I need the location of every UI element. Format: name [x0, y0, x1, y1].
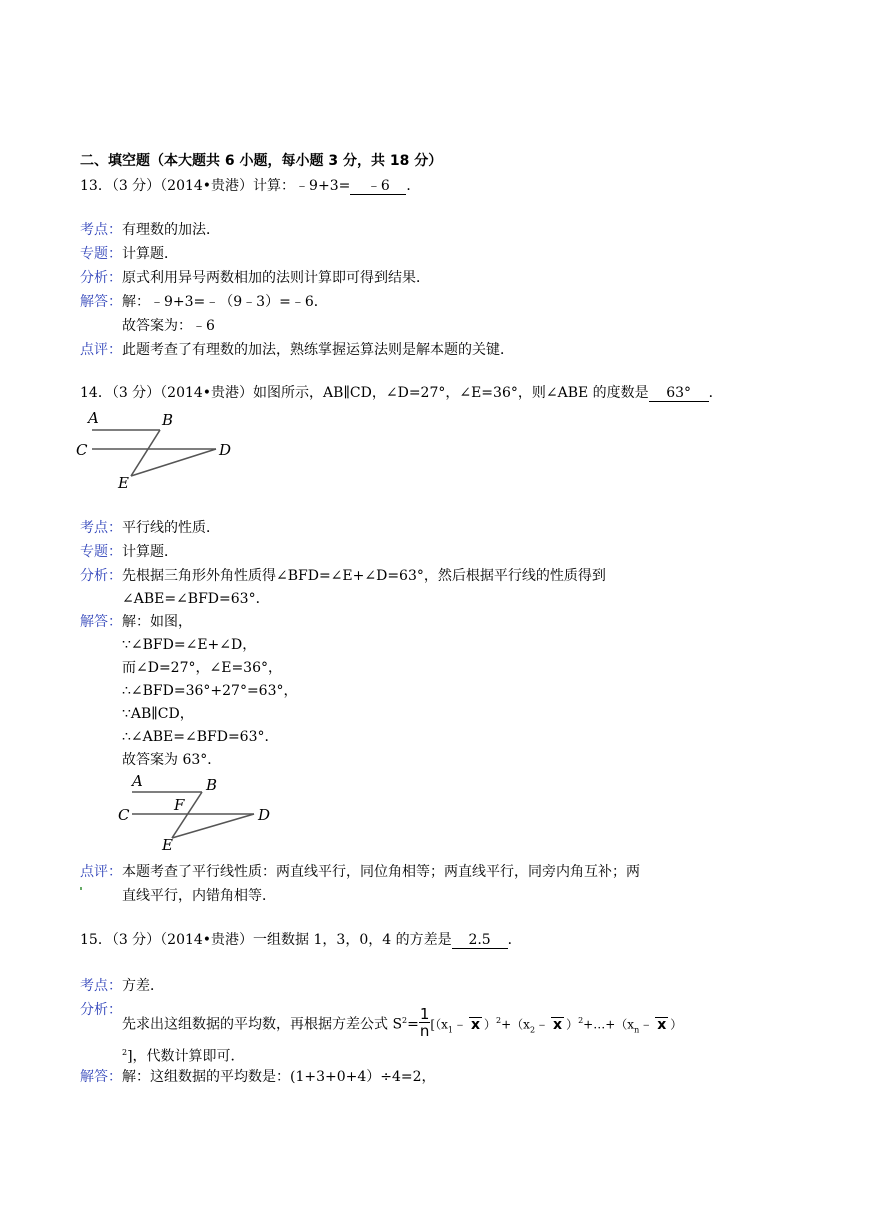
q15-kaodian: 方差． — [122, 978, 164, 994]
q14-jieda-line: 而∠D=27°，∠E=36°， — [122, 660, 282, 676]
q14-zhuanti: 计算题． — [122, 544, 178, 560]
point-label-d: D — [258, 806, 271, 824]
point-label-c: C — [118, 806, 130, 824]
q15-xbar: x — [553, 1016, 563, 1033]
q15-end: ． — [507, 932, 522, 948]
point-label-e: E — [118, 474, 129, 492]
q13-jieda-line: 故答案为：﹣6 — [122, 318, 215, 334]
q15-jieda: 解：这组数据的平均数是：(1+3+0+4）÷4=2， — [122, 1069, 436, 1085]
q15-fenxi-line-2 — [122, 1043, 245, 1067]
q13-jieda-line: 解：﹣9+3=﹣（9﹣3）=﹣6． — [122, 294, 328, 310]
q14-dianping-label: 点评： — [80, 864, 122, 880]
q15-fenxi-label: 分析： — [80, 1002, 122, 1018]
q15-paren: ） — [484, 1017, 497, 1032]
q14-figure-1 — [76, 403, 246, 495]
q14-jieda-line: 解：如图， — [122, 614, 192, 630]
line-ed — [172, 814, 254, 838]
q15-frac-num: 1 — [419, 1005, 430, 1023]
q13-jieda-label: 解答： — [80, 294, 122, 310]
q15-paren: ） — [566, 1017, 579, 1032]
point-label-a: A — [132, 772, 143, 790]
point-label-d: D — [219, 441, 232, 459]
q14-jieda-line: ∴∠ABE=∠BFD=63°． — [122, 729, 279, 745]
q15-dots: +…+（x — [583, 1017, 635, 1032]
q13-zhuanti-label: 专题： — [80, 246, 122, 262]
q14-dianping-line: 本题考查了平行线性质：两直线平行，同位角相等；两直线平行，同旁内角互补；两 — [122, 864, 640, 880]
q14-fenxi-line: ∠ABE=∠BFD=63°． — [122, 591, 270, 607]
q14-answer: 63° — [649, 385, 709, 402]
q13-fenxi-label: 分析： — [80, 270, 122, 286]
q14-end: ． — [708, 385, 723, 401]
q14-fenxi-line: 先根据三角形外角性质得∠BFD=∠E+∠D=63°，然后根据平行线的性质得到 — [122, 568, 606, 584]
q15-jieda-label: 解答： — [80, 1069, 122, 1085]
q13-stem: 13．（3 分）（2014•贵港）计算：﹣9+3= — [80, 178, 351, 194]
q15-xbar: x — [657, 1016, 667, 1033]
point-label-c: C — [76, 441, 88, 459]
q14-jieda-line: ∴∠BFD=36°+27°=63°， — [122, 683, 298, 699]
q14-stem-line — [80, 383, 723, 403]
q15-sup: 2 — [578, 1015, 584, 1025]
q14-dianping-line: 直线平行，内错角相等． — [122, 888, 276, 904]
q15-answer: 2.5 — [452, 932, 508, 949]
q15-minus: ﹣ — [639, 1016, 654, 1033]
q13-end: ． — [406, 178, 421, 194]
q15-frac-den: n — [419, 1022, 430, 1040]
q14-kaodian-label: 考点： — [80, 520, 122, 536]
q15-fenxi-pre: 先求出这组数据的平均数，再根据方差公式 S — [122, 1016, 403, 1033]
q15-kaodian-label: 考点： — [80, 978, 122, 994]
q15-stem-line — [80, 930, 522, 950]
q14-stem: 14．（3 分）（2014•贵港）如图所示，AB∥CD，∠D=27°，∠E=36°，则∠ABE 的度数是 — [80, 385, 649, 401]
point-label-a: A — [88, 409, 99, 427]
q13-dianping: 此题考查了有理数的加法，熟练掌握运算法则是解本题的关键． — [122, 342, 514, 358]
q15-plus: +（x — [501, 1017, 530, 1032]
q15-sub-2: 2 — [529, 1025, 536, 1035]
q15-minus: ﹣ — [535, 1016, 550, 1033]
q15-sub-1: 1 — [447, 1025, 453, 1035]
q13-stem-line — [80, 176, 420, 196]
margin-mark — [80, 887, 82, 890]
section-header: 二、填空题（本大题共 6 小题，每小题 3 分，共 18 分） — [80, 153, 443, 169]
q15-xbar: x — [470, 1016, 480, 1033]
q15-sup: 2 — [122, 1048, 128, 1057]
q13-answer: ﹣6 — [350, 178, 406, 195]
q14-zhuanti-label: 专题： — [80, 544, 122, 560]
q14-jieda-line: ∵AB∥CD， — [122, 706, 194, 722]
q14-jieda-label: 解答： — [80, 614, 122, 630]
line-ed — [131, 449, 216, 476]
q14-jieda-line: 故答案为 63°． — [122, 752, 222, 768]
point-label-b: B — [162, 411, 174, 429]
q13-kaodian-label: 考点： — [80, 222, 122, 238]
q15-f-open: [（x — [430, 1017, 448, 1032]
q15-minus: ﹣ — [452, 1016, 467, 1033]
q14-figure-2 — [118, 770, 278, 856]
q15-fraction — [419, 1006, 431, 1039]
q14-fenxi-label: 分析： — [80, 568, 122, 584]
q15-s-squared: 2 — [402, 1015, 408, 1025]
q13-dianping-label: 点评： — [80, 342, 122, 358]
q14-kaodian: 平行线的性质． — [122, 520, 220, 536]
line-be — [131, 430, 160, 476]
point-label-b: B — [206, 776, 218, 794]
q15-sub-n: n — [634, 1025, 640, 1035]
q13-fenxi: 原式利用异号两数相加的法则计算即可得到结果． — [122, 270, 430, 286]
q14-jieda-line: ∵∠BFD=∠E+∠D， — [122, 637, 257, 653]
point-label-e: E — [162, 836, 173, 854]
point-label-f: F — [174, 796, 185, 814]
q15-eq: = — [407, 1016, 419, 1033]
q15-fenxi-line-1 — [122, 1005, 683, 1041]
q13-zhuanti: 计算题． — [122, 246, 178, 262]
q15-paren: ） — [670, 1017, 683, 1032]
q13-kaodian: 有理数的加法． — [122, 222, 220, 238]
q15-stem: 15．（3 分）（2014•贵港）一组数据 1，3，0，4 的方差是 — [80, 932, 452, 948]
q15-sup: 2 — [496, 1015, 502, 1025]
q15-fenxi-rest: ]，代数计算即可． — [127, 1048, 245, 1065]
